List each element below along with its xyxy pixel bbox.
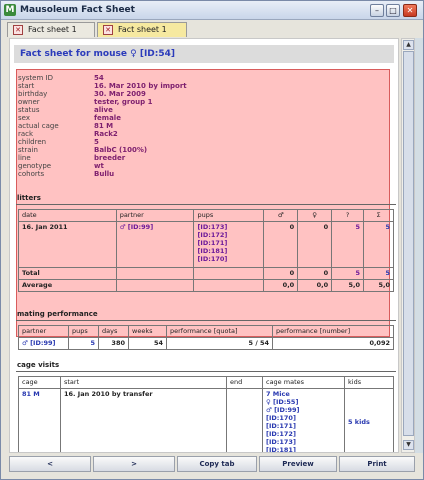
info-value: female <box>94 114 121 122</box>
col-days: days <box>99 326 129 338</box>
litter-date: 16. Jan 2011 <box>19 222 117 268</box>
average-female: 0,0 <box>298 280 332 292</box>
table-row <box>19 338 394 350</box>
mate-link[interactable]: [ID:172] <box>266 430 296 438</box>
info-row <box>18 162 318 170</box>
mate-link[interactable]: [ID:181] <box>266 446 296 453</box>
cage-link[interactable]: 81 M <box>19 389 61 454</box>
side-panel-strip <box>415 38 423 453</box>
empty-cell <box>116 280 194 292</box>
info-key: strain <box>18 146 38 154</box>
mating-days: 380 <box>99 338 129 350</box>
mating-number: 0,092 <box>273 338 394 350</box>
mating-weeks: 54 <box>129 338 167 350</box>
cage-visits-table <box>18 376 394 453</box>
col-kids: kids <box>345 377 394 389</box>
pup-link[interactable]: [ID:173] <box>197 223 228 231</box>
tab-fact-sheet-1[interactable] <box>7 22 95 37</box>
col-start: start <box>61 377 227 389</box>
tab-label: Fact sheet 1 <box>118 25 167 34</box>
mate-link[interactable]: ♀ [ID:55] <box>266 398 299 406</box>
pup-link[interactable]: [ID:170] <box>197 255 228 263</box>
info-key: birthday <box>18 90 48 98</box>
litter-total: 5 <box>364 222 394 268</box>
info-list <box>18 74 318 178</box>
mating-pups: 5 <box>69 338 99 350</box>
info-row <box>18 170 318 178</box>
app-icon: M <box>5 5 15 15</box>
col-unknown: ? <box>332 210 364 222</box>
col-partner: partner <box>19 326 69 338</box>
info-row <box>18 98 318 106</box>
divider <box>16 204 396 205</box>
litter-female: 0 <box>298 222 332 268</box>
col-pups: pups <box>194 210 264 222</box>
average-male: 0,0 <box>264 280 298 292</box>
tab-close-icon[interactable]: ✕ <box>103 25 113 35</box>
info-row <box>18 146 318 154</box>
button-bar <box>5 456 419 476</box>
info-value: Rack2 <box>94 130 118 138</box>
tab-label: Fact sheet 1 <box>28 25 77 34</box>
litter-pups <box>194 222 264 268</box>
info-key: genotype <box>18 162 52 170</box>
info-key: status <box>18 106 40 114</box>
total-unknown: 5 <box>332 268 364 280</box>
scroll-down-icon[interactable]: ▼ <box>403 440 414 450</box>
pup-link[interactable]: [ID:172] <box>197 231 228 239</box>
pup-link[interactable]: [ID:171] <box>197 239 228 247</box>
col-weeks: weeks <box>129 326 167 338</box>
col-female: ♀ <box>298 210 332 222</box>
tab-close-icon[interactable]: ✕ <box>13 25 23 35</box>
next-button[interactable]: > <box>93 456 175 472</box>
info-value: breeder <box>94 154 126 162</box>
page-title: Fact sheet for mouse ♀ [ID:54] <box>20 49 175 59</box>
info-key: rack <box>18 130 34 138</box>
info-row <box>18 114 318 122</box>
empty-cell <box>194 280 264 292</box>
info-key: actual cage <box>18 122 59 130</box>
col-cage: cage <box>19 377 61 389</box>
total-row <box>19 268 394 280</box>
litters-table <box>18 209 394 292</box>
preview-button[interactable]: Preview <box>259 456 337 472</box>
mate-link[interactable]: [ID:171] <box>266 422 296 430</box>
cage-mates <box>263 389 345 454</box>
total-total: 5 <box>364 268 394 280</box>
cage-visits-title: cage visits <box>17 361 60 369</box>
mating-title: mating performance <box>17 310 98 318</box>
col-quota: performance [quota] <box>167 326 273 338</box>
fact-sheet-content <box>9 38 399 453</box>
info-row <box>18 130 318 138</box>
col-male: ♂ <box>264 210 298 222</box>
info-row <box>18 82 318 90</box>
minimize-icon[interactable]: – <box>370 4 384 17</box>
tab-fact-sheet-2[interactable] <box>97 22 187 37</box>
total-label: Total <box>19 268 117 280</box>
title-bar <box>1 1 423 20</box>
maximize-icon[interactable]: □ <box>386 4 400 17</box>
mating-table <box>18 325 394 350</box>
info-value: wt <box>94 162 104 170</box>
table-row <box>19 222 394 268</box>
empty-cell <box>116 268 194 280</box>
col-pups: pups <box>69 326 99 338</box>
scroll-thumb[interactable] <box>403 51 414 436</box>
average-label: Average <box>19 280 117 292</box>
info-value: 81 M <box>94 122 114 130</box>
cage-end <box>227 389 263 454</box>
col-date: date <box>19 210 117 222</box>
copy-tab-button[interactable]: Copy tab <box>177 456 257 472</box>
litter-male: 0 <box>264 222 298 268</box>
info-value: 30. Mar 2009 <box>94 90 146 98</box>
mating-quota: 5 / 54 <box>167 338 273 350</box>
info-row <box>18 106 318 114</box>
info-key: line <box>18 154 31 162</box>
divider <box>16 371 396 372</box>
info-row <box>18 74 318 82</box>
mate-link[interactable]: ♂ [ID:99] <box>266 406 300 414</box>
litters-title: litters <box>17 194 41 202</box>
scroll-up-icon[interactable]: ▲ <box>403 40 414 50</box>
info-value: alive <box>94 106 113 114</box>
tab-bar <box>5 22 419 37</box>
info-value: 54 <box>94 74 104 82</box>
col-total: Σ <box>364 210 394 222</box>
info-row <box>18 138 318 146</box>
col-end: end <box>227 377 263 389</box>
info-value: 16. Mar 2010 by import <box>94 82 187 90</box>
pup-link[interactable]: [ID:181] <box>197 247 228 255</box>
info-row <box>18 122 318 130</box>
close-icon[interactable]: ✕ <box>403 4 417 17</box>
info-key: system ID <box>18 74 53 82</box>
average-total: 5,0 <box>364 280 394 292</box>
previous-button[interactable]: < <box>9 456 91 472</box>
col-cage-mates: cage mates <box>263 377 345 389</box>
info-key: children <box>18 138 47 146</box>
window-title: Mausoleum Fact Sheet <box>20 5 135 15</box>
info-row <box>18 90 318 98</box>
mating-partner-link[interactable]: ♂ [ID:99] <box>19 338 69 350</box>
info-value: BalbC (100%) <box>94 146 148 154</box>
info-key: sex <box>18 114 30 122</box>
col-partner: partner <box>116 210 194 222</box>
divider <box>16 320 396 321</box>
col-number: performance [number] <box>273 326 394 338</box>
info-key: cohorts <box>18 170 45 178</box>
info-value: tester, group 1 <box>94 98 153 106</box>
print-button[interactable]: Print <box>339 456 415 472</box>
empty-cell <box>194 268 264 280</box>
vertical-scrollbar[interactable] <box>401 38 415 453</box>
info-key: owner <box>18 98 40 106</box>
info-value: Bullu <box>94 170 115 178</box>
mate-link[interactable]: [ID:170] <box>266 414 296 422</box>
cage-start: 16. Jan 2010 by transfer <box>61 389 227 454</box>
mates-count: 7 Mice <box>266 390 290 398</box>
average-row <box>19 280 394 292</box>
page-header <box>14 45 394 63</box>
total-female: 0 <box>298 268 332 280</box>
litter-partner-link[interactable]: ♂ [ID:99] <box>116 222 194 268</box>
info-row <box>18 154 318 162</box>
mate-link[interactable]: [ID:173] <box>266 438 296 446</box>
litter-unknown: 5 <box>332 222 364 268</box>
info-key: start <box>18 82 35 90</box>
average-unknown: 5,0 <box>332 280 364 292</box>
kids-link[interactable]: 5 kids <box>345 389 394 454</box>
table-row <box>19 389 394 454</box>
total-male: 0 <box>264 268 298 280</box>
info-value: 5 <box>94 138 99 146</box>
